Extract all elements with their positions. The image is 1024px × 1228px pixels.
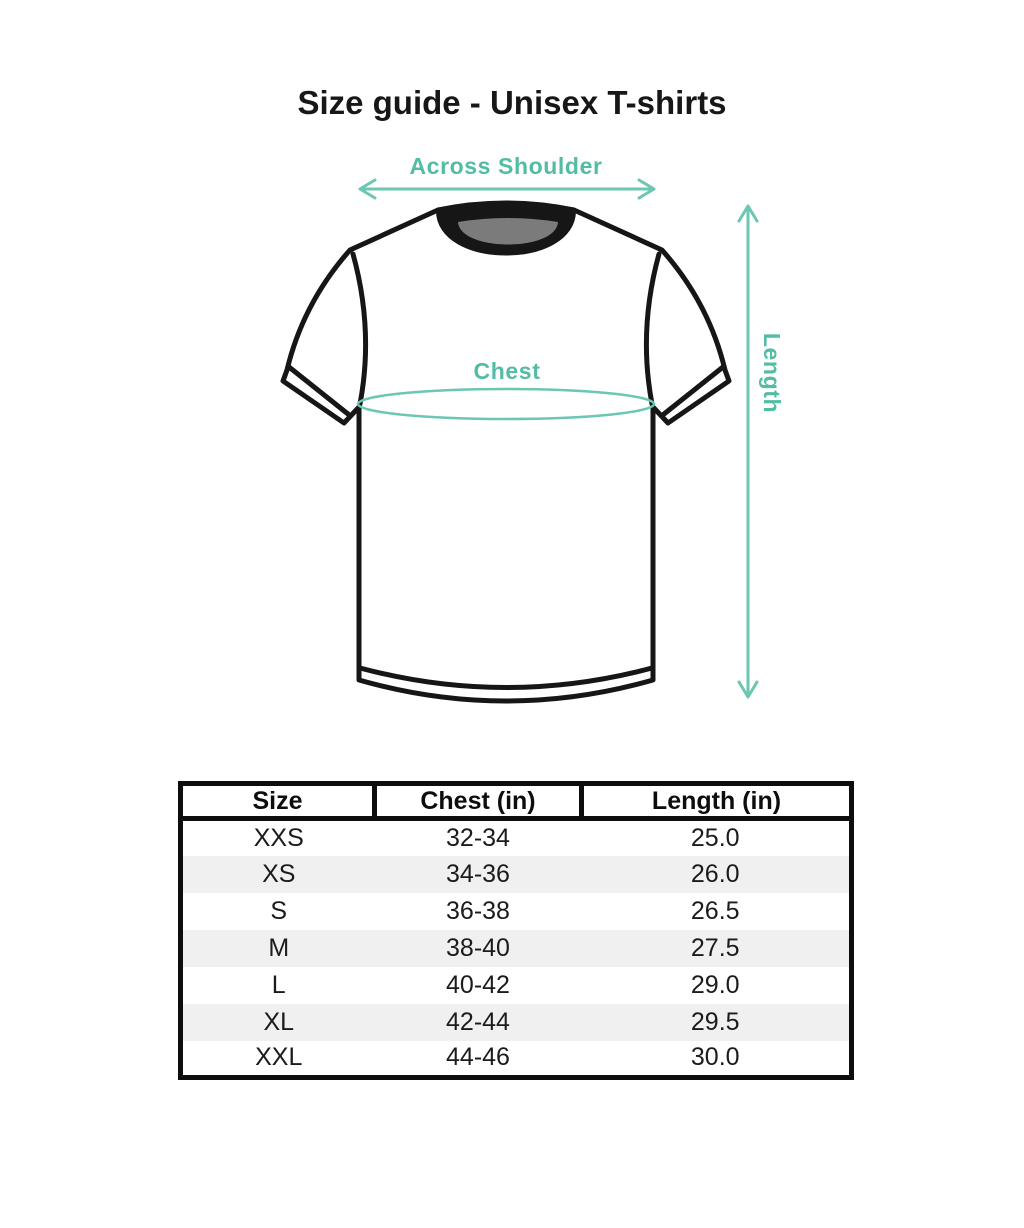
table-cell: XXL bbox=[255, 1043, 303, 1072]
table-row bbox=[181, 819, 852, 856]
table-row bbox=[181, 930, 852, 967]
size-table-header-row bbox=[181, 784, 852, 819]
table-cell: 29.0 bbox=[690, 970, 740, 999]
table-row bbox=[181, 967, 852, 1004]
tshirt-body-outline bbox=[283, 203, 729, 701]
table-cell: L bbox=[271, 970, 286, 999]
table-cell: 36-38 bbox=[446, 896, 510, 925]
table-cell: XL bbox=[263, 1007, 295, 1036]
table-row bbox=[181, 893, 852, 930]
table-cell: 42-44 bbox=[446, 1007, 510, 1036]
table-cell: 38-40 bbox=[446, 933, 510, 962]
table-row bbox=[181, 1041, 852, 1078]
length-label: Length bbox=[759, 332, 785, 414]
table-cell: 40-42 bbox=[446, 970, 510, 999]
table-cell: 26.0 bbox=[690, 859, 740, 888]
column-header-chest-in: Chest (in) bbox=[375, 784, 582, 819]
table-row bbox=[181, 856, 852, 893]
table-cell: 29.5 bbox=[690, 1007, 740, 1036]
table-cell: 27.5 bbox=[690, 933, 740, 962]
across-shoulder-arrow bbox=[360, 180, 654, 198]
length-arrow bbox=[739, 206, 757, 697]
page-title: Size guide - Unisex T-shirts bbox=[297, 84, 727, 121]
table-row bbox=[181, 1004, 852, 1041]
table-cell: 44-46 bbox=[446, 1043, 510, 1072]
table-cell: 32-34 bbox=[446, 823, 510, 852]
table-cell: 26.5 bbox=[690, 896, 740, 925]
table-cell: 30.0 bbox=[690, 1043, 740, 1072]
table-cell: XS bbox=[262, 859, 296, 888]
table-cell: 34-36 bbox=[446, 859, 510, 888]
table-cell: S bbox=[270, 896, 288, 925]
table-cell: M bbox=[268, 933, 290, 962]
chest-label: Chest bbox=[473, 358, 541, 384]
across-shoulder-label: Across Shoulder bbox=[409, 153, 603, 179]
column-header-length-in: Length (in) bbox=[582, 784, 852, 819]
table-cell: XXS bbox=[253, 823, 304, 852]
column-header-size: Size bbox=[181, 784, 375, 819]
table-cell: 25.0 bbox=[690, 823, 740, 852]
size-table bbox=[178, 781, 854, 1080]
